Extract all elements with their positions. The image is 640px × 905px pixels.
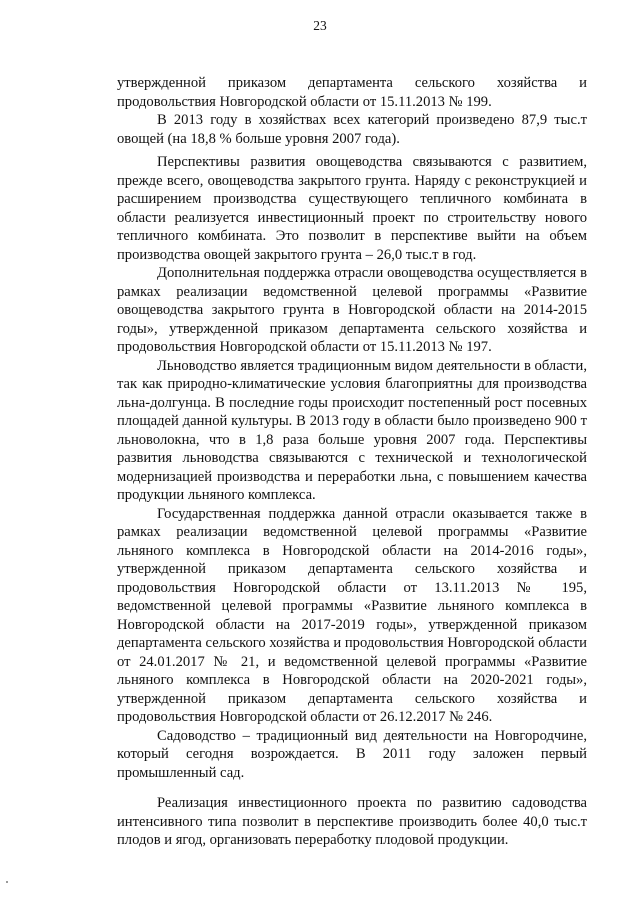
paragraph-greenhouse-prospects: Перспективы развития овощеводства связываются с развитием, прежде всего, овощеводства закрытого грунта. Наряду с реконструкцией и расширением производства существующего тепличного комбината в области реализуется инвестиционный проект по строительству нового тепличного комбината. Это позволит в перспективе выйти на объем производства овощей закрытого грунта – 26,0 тыс.т в год. bbox=[117, 154, 587, 263]
paragraph-vegetable-support-program: Дополнительная поддержка отрасли овощеводства осуществляется в рамках реализации ведомственной целевой программы «Развитие овощеводства закрытого грунта в Новгородской области на 2014-2015 годы», утвержденной приказом департамента сельского хозяйства и продовольствия Новгородской области от 15.11.2013 № 197. bbox=[117, 265, 587, 355]
paragraph-order-199-continuation: утвержденной приказом департамента сельского хозяйства и продовольствия Новгородской области от 15.11.2013 № 199. bbox=[117, 75, 587, 110]
paragraph-vegetable-production: В 2013 году в хозяйствах всех категорий произведено 87,9 тыс.т овощей (на 18,8 % больше уровня 2007 года). bbox=[117, 112, 587, 147]
paragraph-orchard-investment: Реализация инвестиционного проекта по развитию садоводства интенсивного типа позволит в перспективе производить более 40,0 тыс.т плодов и ягод, организовать переработку плодовой продукции. bbox=[117, 795, 587, 848]
page-number: 23 bbox=[313, 18, 327, 33]
paragraph-flax-growing: Льноводство является традиционным видом деятельности в области, так как природно-климатические условия благоприятны для производства льна-долгунца. В последние годы происходит постепенный рост посевных площадей данной культуры. В 2013 году в области было произведено 900 т льноволокна, что в 1,8 раза больше уровня 2007 года. Перспективы развития льноводства связываются с технической и технологической модернизацией производства и переработки льна, с повышением качества продукции льняного комплекса. bbox=[117, 357, 587, 503]
paragraph-flax-state-support: Государственная поддержка данной отрасли оказывается также в рамках реализации ведомственной целевой программы «Развитие льняного комплекса в Новгородской области на 2014-2016 годы», утвержденной приказом департамента сельского хозяйства и продовольствия Новгородской области от 13.11.2013 № 195, ведомственной целевой программы «Развитие льняного комплекса в Новгородской области на 2017-2019 годы», утвержденной приказом департамента сельского хозяйства и продовольствия Новгородской области от 24.01.2017 № 21, и ведомственной целевой программы «Развитие льняного комплекса в Новгородской области на 2020-2021 годы», утвержденной приказом департамента сельского хозяйства и продовольствия Новгородской области от 26.12.2017 № 246. bbox=[117, 505, 587, 725]
body-text bbox=[117, 74, 587, 850]
scan-edge-mark bbox=[6, 881, 8, 883]
paragraph-gardening: Садоводство – традиционный вид деятельности на Новгородчине, который сегодня возрождается. В 2011 году заложен первый промышленный сад. bbox=[117, 727, 587, 781]
